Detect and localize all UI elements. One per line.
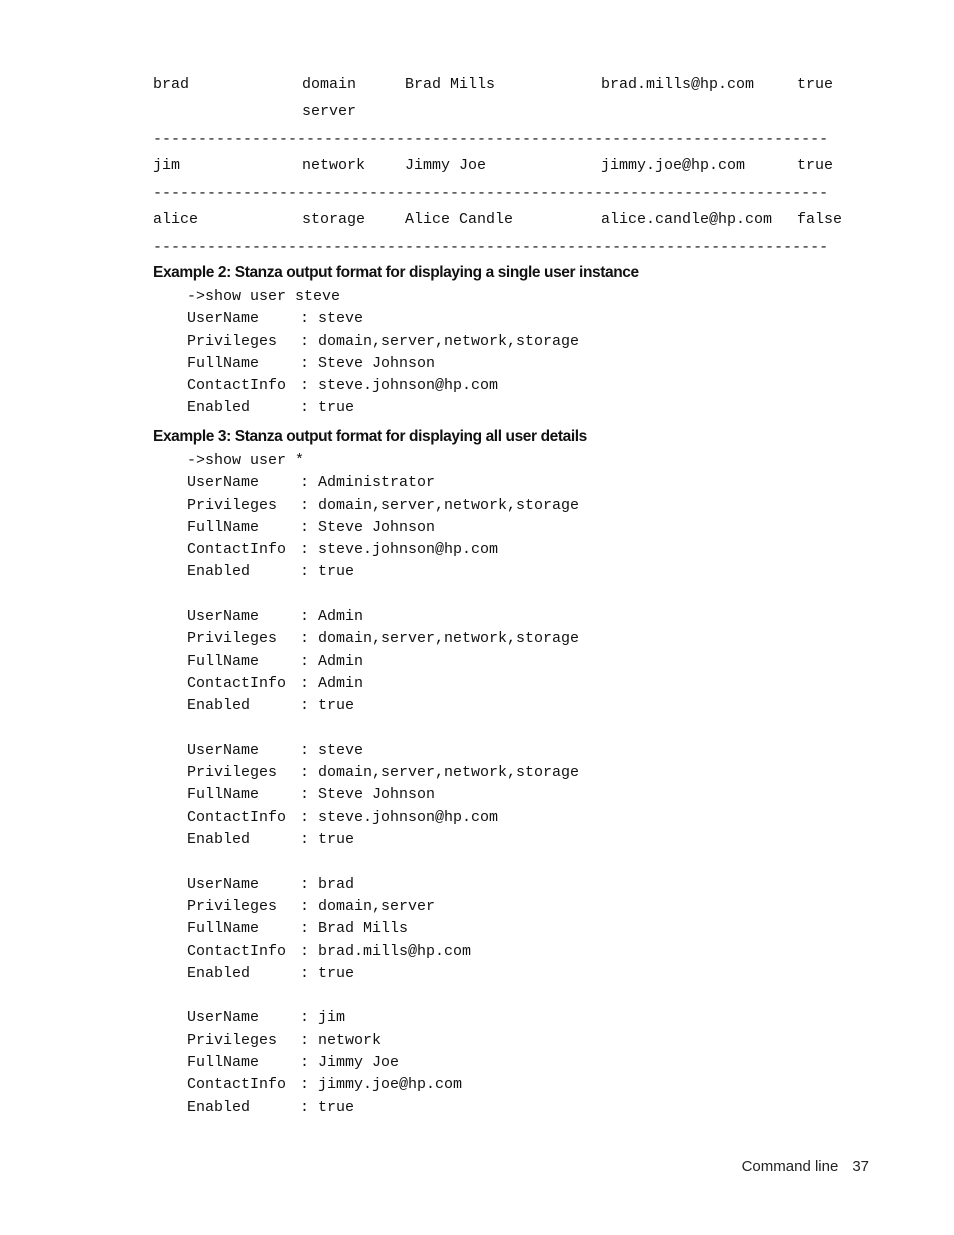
- field-key: ContactInfo: [187, 942, 287, 960]
- field-value: domain,server,network,storage: [318, 630, 580, 648]
- field-separator: :: [300, 831, 319, 849]
- blank-line: [187, 851, 579, 873]
- table-separator: ---------------------------------------------------------------------------: [153, 185, 829, 202]
- field-separator: :: [300, 808, 319, 826]
- field-separator: :: [300, 399, 319, 417]
- field-value: true: [318, 399, 355, 417]
- field-key: Enabled: [187, 563, 251, 581]
- field-separator: :: [300, 875, 319, 893]
- field-line: [187, 784, 579, 806]
- field-separator: :: [300, 1098, 319, 1116]
- command-line: ->show user steve: [187, 288, 341, 305]
- contact-cell: alice.candle@hp.com: [601, 211, 773, 228]
- field-key: Enabled: [187, 399, 251, 417]
- field-key: UserName: [187, 875, 260, 893]
- username-cell: alice: [153, 211, 199, 228]
- field-key: Enabled: [187, 697, 251, 715]
- field-line: [187, 651, 579, 673]
- field-line: [187, 1007, 579, 1029]
- field-value: jimmy.joe@hp.com: [318, 1076, 463, 1094]
- field-separator: :: [300, 1076, 319, 1094]
- field-value: Administrator: [318, 474, 436, 492]
- field-line: [187, 561, 579, 583]
- field-key: FullName: [187, 354, 260, 372]
- field-value: true: [318, 697, 355, 715]
- field-line: [187, 740, 579, 762]
- field-line: [187, 1097, 579, 1119]
- field-line: [187, 762, 579, 784]
- field-value: brad: [318, 875, 355, 893]
- field-line: [187, 918, 579, 940]
- username-cell: jim: [153, 157, 181, 174]
- field-key: FullName: [187, 518, 260, 536]
- field-line: [187, 807, 579, 829]
- field-line: [187, 331, 579, 353]
- field-line: [187, 606, 579, 628]
- field-line: [187, 896, 579, 918]
- privileges-cell: server: [302, 103, 357, 120]
- enabled-cell: true: [797, 157, 834, 174]
- field-separator: :: [300, 377, 319, 395]
- field-separator: :: [300, 310, 319, 328]
- field-value: domain,server: [318, 897, 436, 915]
- example3-heading: Example 3: Stanza output format for displaying all user details: [153, 428, 587, 445]
- field-separator: :: [300, 630, 319, 648]
- field-value: Steve Johnson: [318, 354, 436, 372]
- username-cell: brad: [153, 76, 190, 93]
- privileges-cell: network: [302, 157, 366, 174]
- field-line: [187, 308, 579, 330]
- field-value: true: [318, 1098, 355, 1116]
- fullname-cell: Alice Candle: [405, 211, 514, 228]
- field-key: UserName: [187, 474, 260, 492]
- field-separator: :: [300, 920, 319, 938]
- field-value: Steve Johnson: [318, 518, 436, 536]
- blank-line: [187, 584, 579, 606]
- field-separator: :: [300, 964, 319, 982]
- field-key: FullName: [187, 786, 260, 804]
- example3-output: [187, 450, 579, 1119]
- field-value: domain,server,network,storage: [318, 764, 580, 782]
- privileges-cell: storage: [302, 211, 366, 228]
- field-line: [187, 829, 579, 851]
- field-key: FullName: [187, 1054, 260, 1072]
- enabled-cell: false: [797, 211, 843, 228]
- field-separator: :: [300, 764, 319, 782]
- field-line: [187, 1052, 579, 1074]
- field-separator: :: [300, 541, 319, 559]
- field-line: [187, 539, 579, 561]
- field-separator: :: [300, 786, 319, 804]
- page-number: 37: [852, 1158, 869, 1175]
- field-line: [187, 353, 579, 375]
- field-separator: :: [300, 563, 319, 581]
- table-separator: ---------------------------------------------------------------------------: [153, 131, 829, 148]
- table-row: [153, 153, 865, 180]
- field-value: Admin: [318, 652, 364, 670]
- command-line: ->show user *: [187, 452, 305, 469]
- contact-cell: brad.mills@hp.com: [601, 76, 755, 93]
- field-line: [187, 941, 579, 963]
- page-footer: [742, 1158, 869, 1175]
- field-line: [187, 874, 579, 896]
- field-separator: :: [300, 496, 319, 514]
- table-row: [153, 99, 865, 126]
- field-value: domain,server,network,storage: [318, 332, 580, 350]
- field-key: UserName: [187, 310, 260, 328]
- field-line: [187, 673, 579, 695]
- privileges-cell: domain: [302, 76, 357, 93]
- field-key: Privileges: [187, 332, 278, 350]
- blank-line: [187, 985, 579, 1007]
- contact-cell: jimmy.joe@hp.com: [601, 157, 746, 174]
- field-separator: :: [300, 518, 319, 536]
- field-line: [187, 495, 579, 517]
- field-line: [187, 695, 579, 717]
- field-value: steve: [318, 310, 364, 328]
- field-key: UserName: [187, 608, 260, 626]
- field-value: brad.mills@hp.com: [318, 942, 472, 960]
- field-key: Privileges: [187, 1031, 278, 1049]
- field-value: steve.johnson@hp.com: [318, 541, 499, 559]
- field-separator: :: [300, 354, 319, 372]
- field-separator: :: [300, 897, 319, 915]
- field-key: Privileges: [187, 897, 278, 915]
- fullname-cell: Jimmy Joe: [405, 157, 487, 174]
- field-key: FullName: [187, 920, 260, 938]
- field-key: UserName: [187, 741, 260, 759]
- field-key: UserName: [187, 1009, 260, 1027]
- blank-line: [187, 718, 579, 740]
- field-key: ContactInfo: [187, 541, 287, 559]
- user-table: [153, 72, 865, 261]
- field-value: steve.johnson@hp.com: [318, 808, 499, 826]
- field-key: Privileges: [187, 630, 278, 648]
- field-value: Admin: [318, 674, 364, 692]
- field-key: Enabled: [187, 1098, 251, 1116]
- field-line: [187, 517, 579, 539]
- field-separator: :: [300, 1031, 319, 1049]
- field-separator: :: [300, 741, 319, 759]
- field-key: Enabled: [187, 831, 251, 849]
- field-separator: :: [300, 1009, 319, 1027]
- field-key: ContactInfo: [187, 377, 287, 395]
- field-separator: :: [300, 1054, 319, 1072]
- field-key: FullName: [187, 652, 260, 670]
- table-separator: ---------------------------------------------------------------------------: [153, 239, 829, 256]
- field-separator: :: [300, 697, 319, 715]
- field-value: true: [318, 831, 355, 849]
- field-value: Admin: [318, 608, 364, 626]
- table-row: [153, 207, 865, 234]
- field-separator: :: [300, 942, 319, 960]
- fullname-cell: Brad Mills: [405, 76, 496, 93]
- field-value: steve: [318, 741, 364, 759]
- field-key: Privileges: [187, 764, 278, 782]
- field-line: [187, 472, 579, 494]
- field-line: [187, 1030, 579, 1052]
- field-separator: :: [300, 674, 319, 692]
- field-value: jim: [318, 1009, 346, 1027]
- field-line: [187, 628, 579, 650]
- table-row: [153, 72, 865, 99]
- field-key: ContactInfo: [187, 674, 287, 692]
- example2-heading: Example 2: Stanza output format for displaying a single user instance: [153, 264, 639, 281]
- field-value: true: [318, 563, 355, 581]
- field-key: Enabled: [187, 964, 251, 982]
- field-value: Brad Mills: [318, 920, 409, 938]
- field-value: true: [318, 964, 355, 982]
- field-separator: :: [300, 652, 319, 670]
- field-value: network: [318, 1031, 382, 1049]
- footer-section: Command line: [741, 1158, 839, 1175]
- field-key: ContactInfo: [187, 808, 287, 826]
- field-line: [187, 397, 579, 419]
- field-key: Privileges: [187, 496, 278, 514]
- field-key: ContactInfo: [187, 1076, 287, 1094]
- field-value: Steve Johnson: [318, 786, 436, 804]
- field-separator: :: [300, 332, 319, 350]
- field-line: [187, 1074, 579, 1096]
- field-value: steve.johnson@hp.com: [318, 377, 499, 395]
- example2-output: [187, 286, 579, 420]
- field-line: [187, 375, 579, 397]
- field-line: [187, 963, 579, 985]
- field-value: Jimmy Joe: [318, 1054, 400, 1072]
- field-separator: :: [300, 608, 319, 626]
- enabled-cell: true: [797, 76, 834, 93]
- field-value: domain,server,network,storage: [318, 496, 580, 514]
- field-separator: :: [300, 474, 319, 492]
